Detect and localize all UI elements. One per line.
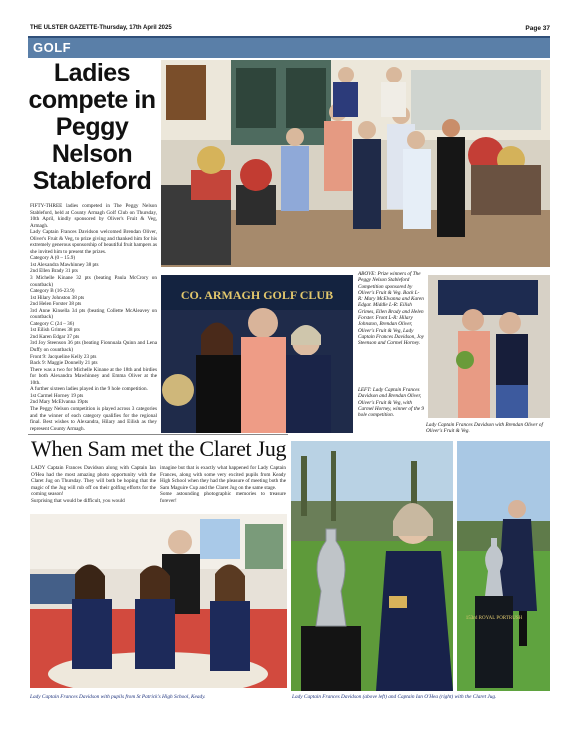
story2-paragraph: LADY Captain Frances Davidson along with Captain Ian O'Hea had the most amazing photo opportunity with the Claret Jug on Thursday. They will both be hoping that the magic of the Jug will rub off on their golfing efforts for the coming season! (31, 465, 156, 498)
story1-paragraph: 2nd Ellen Brady 31 pts (30, 268, 78, 275)
plinth-text: 153rd ROYAL PORTRUSH (465, 616, 523, 621)
story1-paragraph: 2nd Karen Edgar 37 pts (30, 333, 80, 340)
story1-paragraph: A further sixteen ladies played in the 9 hole competition. (30, 386, 148, 393)
story1-paragraph: 3 Michelle Kinane 32 pts (beating Paula McCrory on countback) (30, 275, 157, 288)
story2-paragraph: Surprising that would be difficult, you would (31, 497, 125, 504)
caption-pupils-photo: Lady Captain Frances Davidson with pupils from St Patrick's High School, Keady. (30, 694, 206, 700)
group-prize-photo (161, 60, 550, 267)
captain-ian-photo (457, 441, 550, 691)
club-banner-text: CO. ARMAGH GOLF CLUB (180, 288, 334, 302)
captain-sponsor-winner-photo (161, 275, 353, 433)
story1-paragraph: 2nd Helen Forster 38 pts (30, 301, 82, 308)
story1-paragraph: Lady Captain Frances Davidson welcomed Brendan Oliver, Oliver's Fruit & Veg, to prize giving and thanked him for his extremely generous sponsorship of beautiful fruit hampers as she invited him to present the prizes. (30, 229, 157, 255)
story1-paragraph: Category B (16-23.9) (30, 288, 75, 295)
story2-paragraph: Some astounding photographic memories to treasure forever! (160, 491, 286, 504)
story2-paragraph: imagine but that is exactly what happened for Lady Captain Frances, along with some very excited pupils from Keady High School when they had the pleasure of meeting both the Sam Maguire Cup and the Claret Jug on the same stage. (160, 465, 286, 491)
caption-group-photo: ABOVE: Prize winners of The Peggy Nelson Stableford Competition sponsored by Oliver's Fruit & Veg. Back L-R: Mary McElvanna and Karen Edgar. Middle L-R: Eilish Grimes, Ellen Brady and Helen Forster. Front L-R: Hilary Johnston, Brendan Oliver, Oliver's Fruit & Veg, Lady Captain Frances Davidson, Joy Steenson and Carmel Horney. (358, 271, 424, 347)
claret-jug-captain-photo (291, 441, 453, 691)
section-bar (28, 36, 550, 58)
story1-paragraph: The Peggy Nelson competition is played across 3 categories and the winner of each category qualifies for the regional final. Best wishes to Alexandra, Hilary and Eilish as they represent County Armagh. (30, 405, 157, 432)
story1-paragraph: Front 9: Jacqueline Kelly 23 pts (30, 353, 97, 360)
story2-headline: When Sam met the Claret Jug (31, 436, 287, 461)
newspaper-dateline: THE ULSTER GAZETTE-Thursday, 17th April 2025 (30, 25, 172, 31)
story1-body (30, 203, 157, 432)
caption-claret-jug-photo: Lady Captain Frances Davidson (above left) and Captain Ian O'Hea (right) with the Claret Jug. (292, 694, 497, 700)
story1-paragraph: 3rd Joy Steenson 36 pts (beating Fionnuala Quinn and Lena Duffy on countback) (30, 340, 157, 354)
story1-paragraph: Category C (24 – 36) (30, 320, 75, 327)
caption-left-photo: LEFT: Lady Captain Frances Davidson and Brendan Oliver, Oliver's Fruit & Veg, with Carmel Horney, winner of the 9 hole competition. (358, 387, 424, 419)
story1-paragraph: FIFTY-THREE ladies competed in The Peggy Nelson Stableford, held at County Armagh Golf Club on Thursday, 10th April, kindly sponsored by Oliver's Fruit & Veg, Armagh. (30, 203, 157, 229)
story-divider (28, 434, 288, 435)
captain-sponsor-photo (428, 275, 550, 418)
story1-paragraph: 3rd Anne Kinsella 34 pts (beating Collette McAleavey on countback) (30, 307, 157, 321)
pupils-photo (30, 514, 287, 688)
story1-paragraph: 2nd Mary McElvanna 19pts (30, 399, 89, 406)
page-number: Page 37 (525, 25, 550, 32)
story2-col2 (160, 465, 286, 504)
story1-headline: Ladies compete in Peggy Nelson Stableford (28, 59, 156, 195)
story1-paragraph: There was a two for Michelle Kinane at the 18th and birdies for both Alexandra Mawhinney and Emma Oliver at the 10th. (30, 366, 157, 386)
story1-paragraph: Back 9: Maggie Donnelly 21 pts (30, 360, 98, 367)
caption-right-photo: Lady Captain Frances Davidson with Brendan Oliver of Oliver's Fruit & Veg. (426, 422, 543, 435)
story2-col1 (31, 465, 156, 504)
story1-paragraph: 1st Alexandra Mawhinney 38 pts (30, 261, 99, 268)
story1-paragraph: 1st Eilish Grimes 38 pts (30, 327, 80, 334)
story1-paragraph: 1st Carmel Horney 19 pts (30, 392, 84, 399)
story1-paragraph: 1st Hilary Johnston 38 pts (30, 294, 85, 301)
section-label: GOLF (33, 40, 72, 55)
story1-paragraph: Category A (0 – 15.9) (30, 255, 76, 262)
